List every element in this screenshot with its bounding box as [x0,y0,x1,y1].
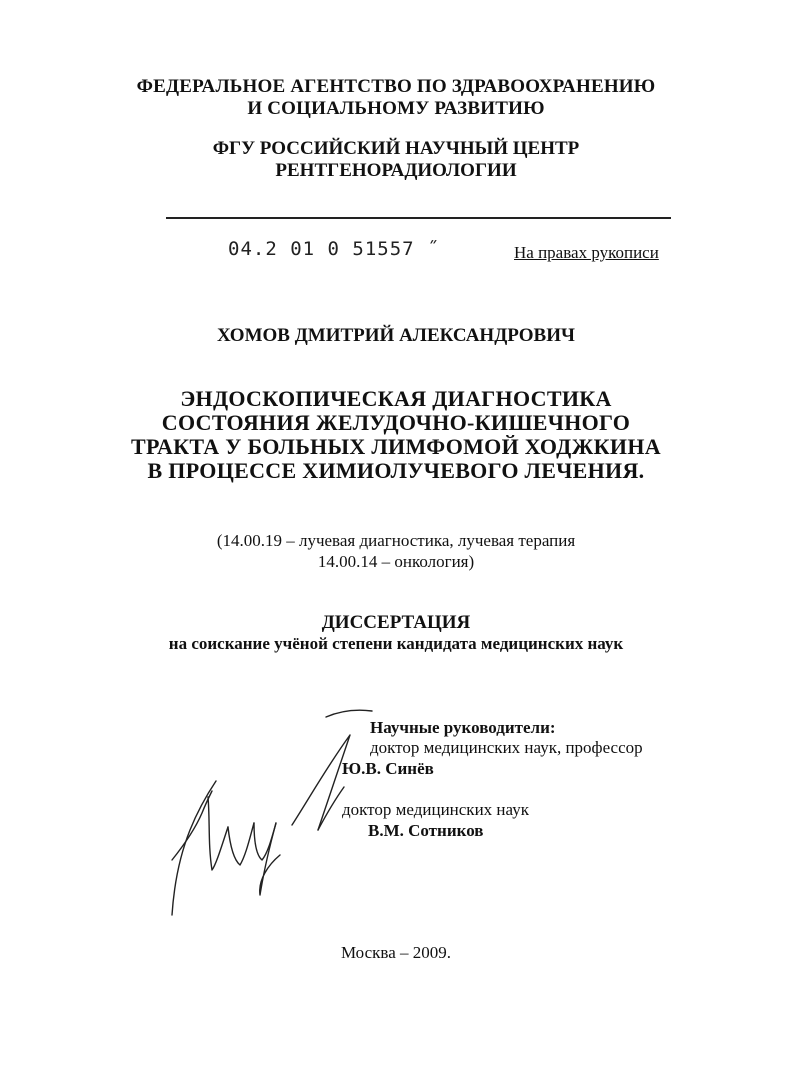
header-divider [166,217,671,219]
handwritten-signature [150,705,390,935]
title-line-2: СОСТОЯНИЯ ЖЕЛУДОЧНО-КИШЕЧНОГО [161,410,631,435]
dissertation-heading: ДИССЕРТАЦИЯ [321,612,471,633]
registration-number: 04.2 01 0 51557 ˝ [228,238,440,260]
specialty-line-1: (14.00.19 – лучевая диагностика, лучевая терапия [216,531,576,550]
title-line-4: В ПРОЦЕССЕ ХИМИОЛУЧЕВОГО ЛЕЧЕНИЯ. [147,458,645,483]
dissertation-title [0,387,792,483]
first-supervisor-title: доктор медицинских наук, профессор [370,738,643,757]
supervisors-label: Научные руководители: [370,718,556,737]
manuscript-rights-note: На правах рукописи [514,243,659,262]
agency-line-2: И СОЦИАЛЬНОМУ РАЗВИТИЮ [247,98,545,119]
specialty-codes [0,530,792,572]
title-line-1: ЭНДОСКОПИЧЕСКАЯ ДИАГНОСТИКА [180,386,612,411]
first-supervisor-name: Ю.В. Синёв [342,759,434,778]
title-line-3: ТРАКТА У БОЛЬНЫХ ЛИМФОМОЙ ХОДЖКИНА [131,434,661,459]
research-center-name [0,138,792,182]
agency-line-1: ФЕДЕРАЛЬНОЕ АГЕНТСТВО ПО ЗДРАВООХРАНЕНИЮ [136,76,656,97]
author-name: ХОМОВ ДМИТРИЙ АЛЕКСАНДРОВИЧ [217,325,575,346]
center-line-1: ФГУ РОССИЙСКИЙ НАУЧНЫЙ ЦЕНТР [212,138,580,159]
dissertation-subtitle: на соискание учёной степени кандидата медицинских наук [168,634,624,653]
agency-name [0,76,792,120]
specialty-line-2: 14.00.14 – онкология) [317,552,475,571]
second-supervisor-title: доктор медицинских наук [342,800,529,819]
center-line-2: РЕНТГЕНОРАДИОЛОГИИ [275,160,517,181]
second-supervisor-name: В.М. Сотников [368,821,484,840]
city-year: Москва – 2009. [340,943,452,962]
